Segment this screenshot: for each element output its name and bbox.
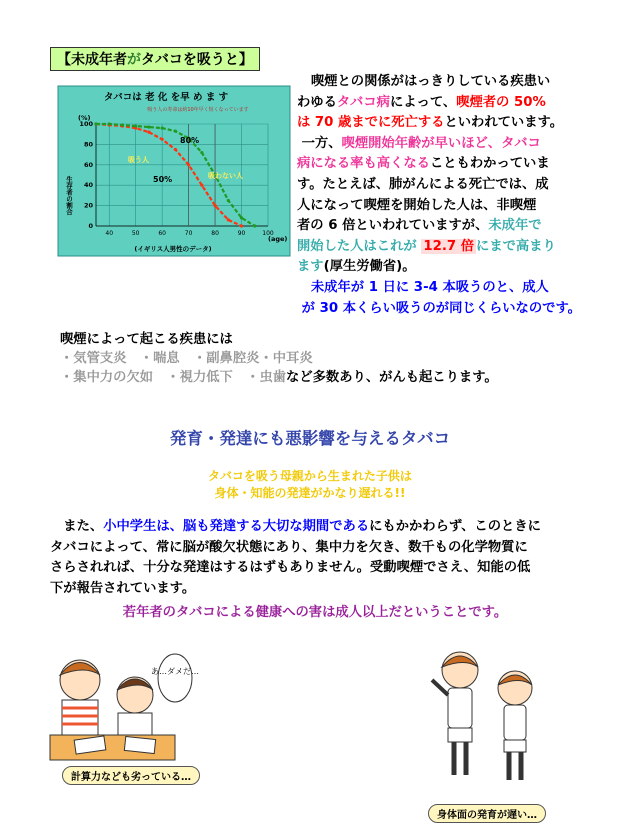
speech-bubble-text: あ…ダメだ…	[151, 667, 199, 676]
x-tick-label: 80	[211, 230, 219, 237]
smoker-point	[187, 163, 190, 166]
y-tick-label: 60	[83, 160, 93, 169]
rp-line: 人になって喫煙を開始した人は、非喫煙	[297, 197, 537, 213]
disease-line-tail: など多数あり、がんも起こります。	[286, 370, 498, 385]
legend-smoker: 吸う人	[128, 156, 149, 164]
boy1-arm	[432, 680, 448, 695]
speech-bubble	[158, 654, 192, 702]
p2-line: 下が報告されています。	[50, 580, 196, 596]
section-title-pre: 【未成年者	[57, 52, 127, 68]
disease-intro: 喫煙によって起こる疾患には	[60, 332, 233, 347]
rp-pink: 病になる率も高くなる	[297, 156, 430, 172]
x-tick-label: 40	[105, 230, 114, 237]
rp-line: す。たとえば、肺がんによる死亡では、成	[297, 176, 549, 192]
smoker-point	[227, 218, 230, 221]
conclusion: 若年者のタバコによる健康への害は成人以上だということです。	[122, 605, 508, 620]
rp-teal: にまで高まり	[476, 238, 556, 254]
development-paragraph	[50, 517, 580, 599]
development-title: 発育・発達にも悪影響を与えるタバコ	[169, 429, 451, 448]
x-tick-label: 70	[184, 230, 193, 237]
rp-text: わゆる	[297, 94, 337, 110]
rp-blue: 未成年が 1 日に 3-4 本吸うのと、成人	[310, 279, 549, 295]
legend-nonsmoker: 吸わない人	[208, 172, 243, 180]
y-tick-label: 100	[79, 120, 93, 128]
y-tick-label: 80	[83, 140, 93, 149]
nonsmoker-point	[121, 123, 124, 126]
smoker-point	[240, 224, 243, 227]
section-title-em: が	[127, 52, 141, 68]
smoker-point	[161, 138, 164, 141]
p2-text: にもかかわらず、このときに	[369, 519, 541, 534]
p2-blue: 小中学生は、脳も発達する大切な期間である	[103, 519, 370, 534]
smoker-point	[147, 131, 150, 134]
nonsmoker-point	[174, 130, 177, 133]
boy2-briefs	[504, 740, 526, 752]
y-tick-label: 0	[88, 222, 93, 230]
rp-text: 者の 6 倍といわれていますが、	[297, 218, 489, 234]
boy1-briefs	[448, 728, 472, 742]
rp-text: (厚生労働省)。	[323, 259, 416, 275]
x-tick-label: 100	[262, 230, 274, 237]
nonsmoker-point	[108, 122, 111, 125]
x-tick-label: 90	[237, 230, 246, 237]
nonsmoker-point	[94, 122, 97, 125]
rp-line: 喫煙との関係がはっきりしている疾患い	[310, 74, 551, 89]
nonsmoker-point	[227, 199, 230, 202]
kid2-shirt	[118, 713, 152, 735]
rp-highlight: 12.7 倍	[423, 238, 475, 254]
x-tick-label: 50	[131, 230, 140, 237]
disease-line: ・気管支炎 ・喘息 ・副鼻腔炎・中耳炎	[60, 351, 313, 366]
smoker-point	[200, 184, 203, 187]
nonsmoker-point	[147, 125, 150, 128]
rp-teal: ます	[297, 259, 324, 275]
rp-text: こともわかっていま	[429, 156, 550, 172]
rp-text: によって、	[389, 94, 457, 110]
x-tick-label: 60	[158, 230, 166, 237]
right-paragraph	[297, 72, 587, 319]
nonsmoker-point	[161, 126, 164, 129]
chart-x-unit: (age)	[268, 235, 288, 243]
survival-chart	[58, 86, 290, 256]
chart-title: タバコは 老 化 を早 め ま す	[103, 92, 229, 103]
rp-pink: タバコ病	[336, 94, 390, 110]
right-caption: 身体面の発育が遅い…	[428, 804, 546, 823]
rp-teal: 開始した人はこれが	[297, 238, 422, 254]
small-kids-illustration	[410, 640, 560, 800]
boy2-body	[504, 705, 526, 740]
studying-kids-illustration	[40, 650, 199, 780]
disease-list	[60, 330, 580, 387]
chart-y-unit: (%)	[78, 114, 91, 122]
p2-line: さらされれば、十分な発達はするはずもありません。受動喫煙でさえ、知能の低	[50, 560, 531, 575]
chart-subtitle: 吸う人の寿命は約10年早く短くなっています	[147, 107, 249, 113]
left-caption: 計算力なども劣っている…	[62, 766, 200, 785]
rp-pink: 喫煙開始年齢が早いほど、タバコ	[341, 135, 541, 151]
nonsmoker-point	[134, 124, 137, 127]
notebook-shape	[124, 736, 155, 753]
rp-text: 一方、	[301, 135, 342, 151]
y-tick-label: 20	[83, 201, 93, 210]
nonsmoker-point	[200, 151, 203, 154]
smoker-point	[213, 204, 216, 207]
rp-text: といわれています。	[444, 115, 564, 131]
annotation-50: 50%	[153, 175, 173, 184]
rp-teal: 未成年で	[488, 218, 542, 234]
rp-blue: が 30 本くらい吸うのが同じくらいなのです。	[301, 300, 581, 316]
yellow-note	[170, 468, 450, 502]
rp-red: は 70 歳までに死亡する	[297, 115, 445, 131]
smoker-point	[174, 148, 177, 151]
yellow-note-line: タバコを吸う母親から生まれた子供は	[208, 469, 412, 483]
y-tick-label: 40	[83, 181, 93, 190]
section-title	[50, 47, 260, 71]
disease-line: ・集中力の欠如 ・視力低下 ・虫歯	[60, 370, 287, 385]
rp-red: 喫煙者の 50%	[456, 94, 546, 110]
p2-line: タバコによって、常に脳が酸欠状態にあり、集中力を欠き、数千もの化学物質に	[50, 539, 528, 555]
yellow-note-line: 身体・知能の発達がかなり遅れる!!	[214, 486, 406, 500]
p2-text: また、	[50, 519, 104, 534]
nonsmoker-point	[253, 224, 256, 227]
section-title-post: タバコを吸うと】	[141, 52, 253, 68]
nonsmoker-point	[240, 216, 243, 219]
boy1-body	[448, 688, 472, 728]
desk-shape	[50, 735, 175, 760]
chart-ylabel: 生存者の割合	[65, 176, 73, 215]
annotation-80: 80%	[180, 136, 200, 145]
chart-caption: (イギリス人男性のデータ)	[134, 245, 212, 253]
